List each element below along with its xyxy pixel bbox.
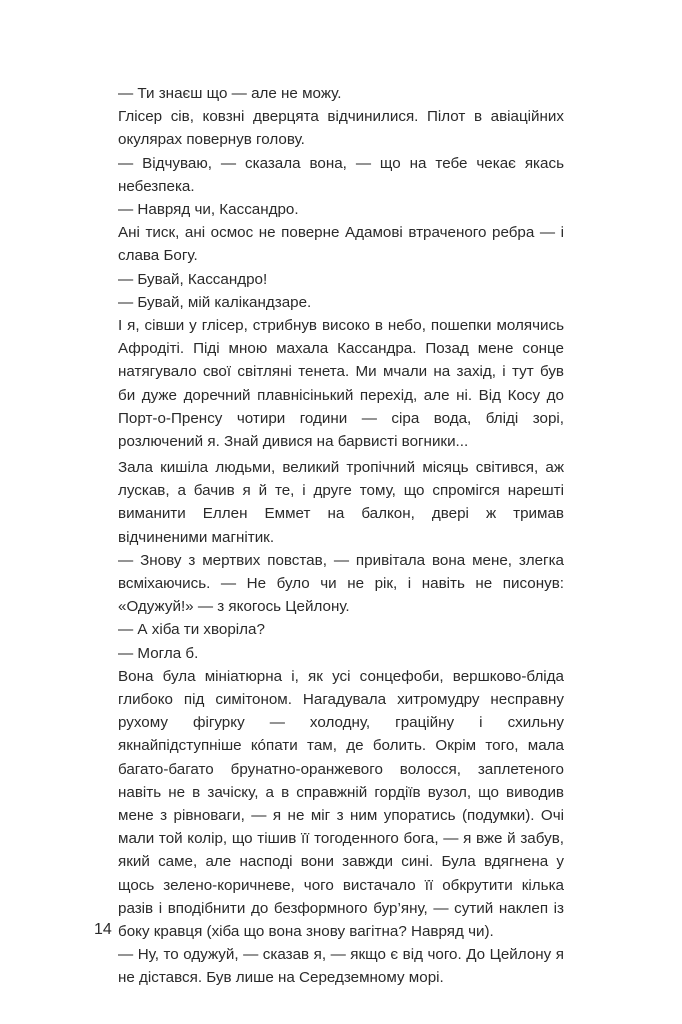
- paragraph: — Знову з мертвих повстав, — привітала вона мене, злегка всміхаючись. — Не було чи не рік, і навіть не писонув: «Одужуй!» — з якогось Цейлону.: [118, 551, 564, 616]
- paragraph: — Ну, то одужуй, — сказав я, — якщо є від чого. До Цейлону я не дістався. Був лише на Середземному морі.: [118, 946, 564, 987]
- paragraph: — А хіба ти хворіла?: [118, 621, 265, 639]
- paragraph: Зала кишіла людьми, великий тропічний місяць світився, аж лускав, а бачив я й те, і друге тому, що спромігся нарешті виманити Еллен Еммет на балкон, двері ж тримав відчиненими магнітик.: [118, 459, 564, 546]
- paragraph: Глісер сів, ковзні дверцята відчинилися. Пілот в авіаційних окулярах повернув голову.: [118, 108, 564, 149]
- paragraph: — Ти знаєш що — але не можу.: [118, 85, 342, 102]
- paragraph: — Бувай, Кассандро!: [118, 270, 268, 288]
- paragraph: — Навряд чи, Кассандро.: [118, 201, 299, 219]
- text-section-1: [118, 82, 564, 453]
- paragraph: І я, сівши у глісер, стрибнув високо в небо, пошепки молячись Афродіті. Піді мною махала Кассандра. Позад мене сонце натягувало свої світляні тенета. Ми мчали на захід, і тут був би дуже доречний плавнісінький перехід, але ні. Від Косу до Порт-о-Пренсу чотири години — сіра вода, бліді зорі, розлючений я. Знай дивися на барвисті вогники...: [118, 317, 564, 451]
- paragraph: — Відчуваю, — сказала вона, — що на тебе чекає якась небезпека.: [118, 154, 564, 195]
- text-section-2: [118, 456, 564, 990]
- paragraph: — Бувай, мій калікандзаре.: [118, 293, 312, 311]
- paragraph: — Могла б.: [118, 644, 199, 662]
- page-number: 14: [94, 921, 112, 938]
- paragraph: Вона була мініатюрна і, як усі сонцефоби, вершково-бліда глибоко під симітоном. Нагадувала хитромудру несправну рухому фігурку — холодну, граційну і схильну якнайпідступніше кóпати там, де болить. Окрім того, мала багато-багато брунатно-оранжевого волосся, заплетеного навіть не в зачіску, а в справжній гордіїв вузол, що виводив мене з рівноваги, — я не міг з ним упоратись (подумки). Очі мали той колір, що тішив її тогоденного бога, — я вже й забув, який саме, але насподі вони завжди сині. Була вдягнена у щось зелено-коричневе, чого вистачало її обкрутити кілька разів і вподібнити до безформного бур’яну, — сутий наклеп із боку кравця (хіба що вона знову вагітна? Навряд чи).: [118, 667, 564, 941]
- paragraph: Ані тиск, ані осмос не поверне Адамові втраченого ребра — і слава Богу.: [118, 224, 564, 265]
